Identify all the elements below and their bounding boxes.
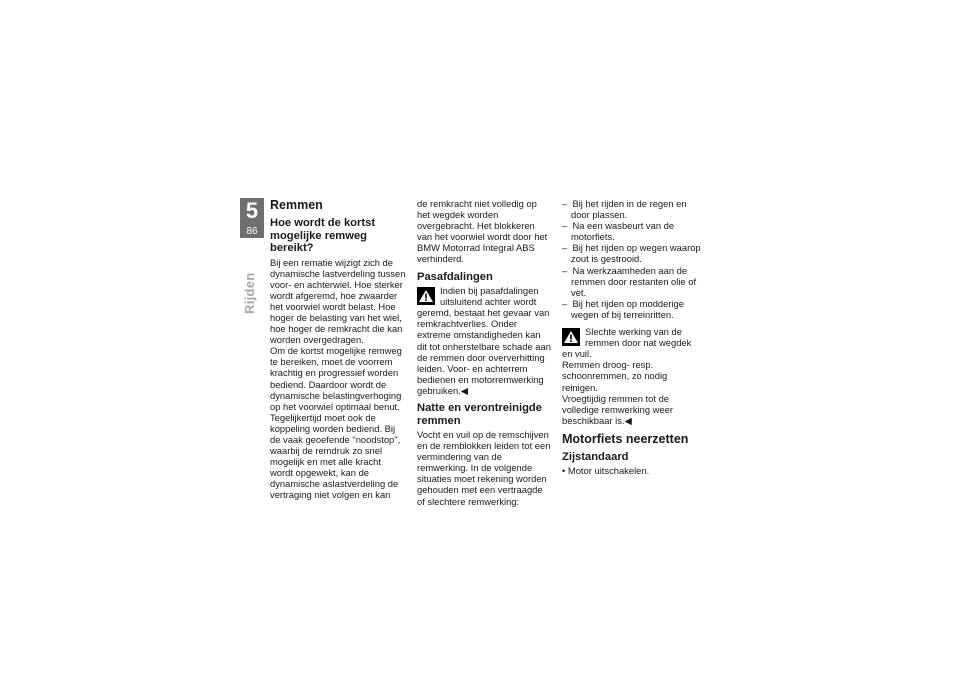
warning-text: Slechte werking van de remmen door nat wegdek en vuil. (562, 326, 692, 360)
page-number: 86 (246, 226, 258, 237)
paragraph: de remkracht niet volledig op het wegdek worden overgebracht. Het blokkeren van het voorwiel wordt door het BMW Motorrad Integral ABS verhinderd. (417, 198, 548, 265)
list-item: – Na een wasbeurt van de motorfiets. (562, 220, 675, 243)
warning-icon (417, 287, 435, 305)
list-item: – Bij het rijden op wegen waarop zout is gestrooid. (562, 242, 701, 265)
paragraph: Vroegtijdig remmen tot de volledige remwerking weer beschikbaar is.◀ (562, 392, 673, 426)
list-item: • Motor uitschakelen. (562, 465, 650, 477)
column-1 (270, 198, 406, 501)
warning-block (417, 285, 551, 396)
paragraph: Om de kortst mogelijke remweg te bereiken, moet de voorrem krachtig en progressief worden bediend. Daardoor wordt de dynamische belastingverhoging op het voorwiel optimaal benut. Tegelijkertijd moet ook de koppeling worden bediend. Bij de vaak geoefende "noodstop", waarbij de remdruk zo snel mogelijk en met alle kracht wordt opgewekt, kan de dynamische aslastverdeling de vertraging niet volgen en kan (270, 345, 402, 501)
subsection-title: Natte en verontreinigde remmen (417, 402, 542, 427)
column-3 (562, 198, 702, 476)
chapter-side-label: Rijden (242, 272, 257, 314)
warning-icon (562, 328, 580, 346)
list-item: – Bij het rijden op modderige wegen of bij terreinritten. (562, 297, 684, 320)
list-item: – Bij het rijden in de regen en door plassen. (562, 198, 687, 221)
subsection-title: Pasafdalingen (417, 270, 493, 283)
subsection-title: Hoe wordt de kortst mogelijke remweg bereikt? (270, 217, 376, 254)
paragraph: Vocht en vuil op de remschijven en de remblokken leiden tot een vermindering van de remwerking. In de volgende situaties moet rekening worden gehouden met een vertraagde of slechtere remwerking: (417, 429, 551, 507)
warning-block (562, 326, 702, 359)
section-title: Motorfiets neerzetten (562, 431, 689, 446)
subsection-title: Zijstandaard (562, 450, 629, 463)
paragraph: Bij een rematie wijzigt zich de dynamische lastverdeling tussen voor- en achterwiel. Hoe sterker wordt afgeremd, hoe zwaarder het voorwiel wordt belast. Hoe hoger de belasting van het wiel, hoe hoger de remkracht die kan worden overgedragen. (270, 256, 406, 346)
list-item: – Na werkzaamheden aan de remmen door restanten olie of vet. (562, 264, 697, 298)
column-2 (417, 198, 551, 507)
paragraph: Remmen droog- resp. schoonremmen, zo nodig reinigen. (562, 359, 668, 393)
chapter-number: 5 (245, 198, 259, 223)
warning-text: Indien bij pasafdalingen uitsluitend achter wordt geremd, bestaat het gevaar van remkrachtverlies. Onder extreme omstandigheden kan dit tot onherstelbare schade aan de remmen door oververhitting leiden. Voor- en achterrem bedienen en motorremwerking gebruiken.◀ (417, 285, 551, 396)
section-title: Remmen (270, 198, 323, 212)
